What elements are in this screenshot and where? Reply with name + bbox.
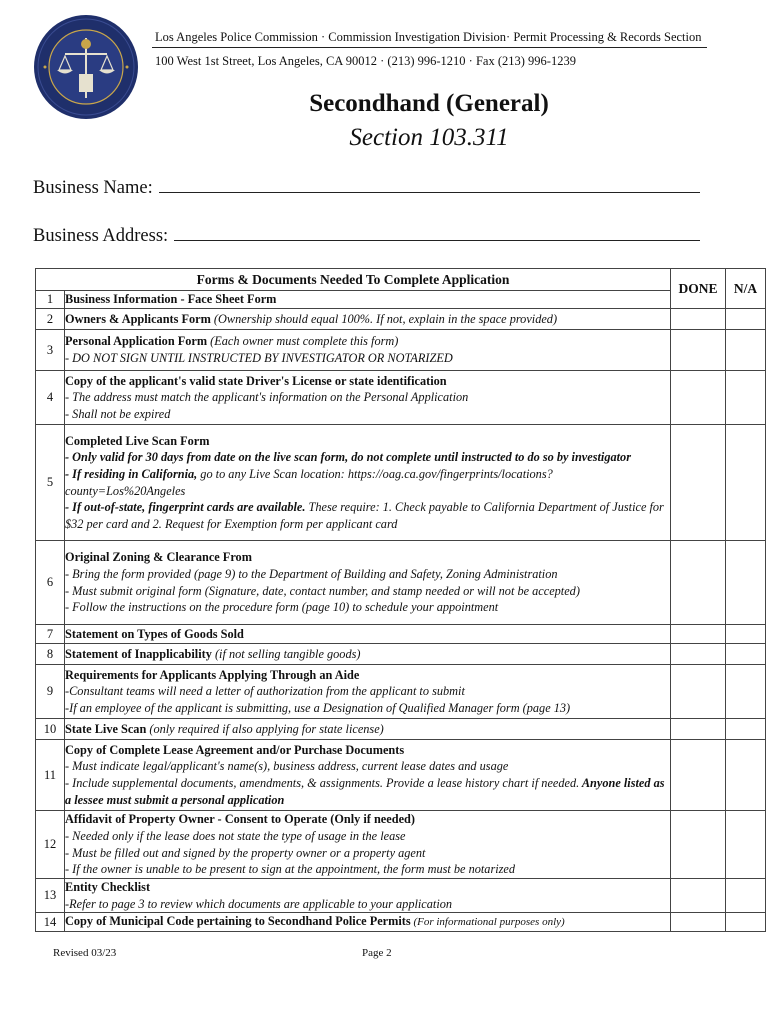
row-detail: -Consultant teams will need a letter of authorization from the applicant to submit: [65, 684, 465, 699]
row-description: [65, 719, 671, 740]
done-checkbox[interactable]: [671, 811, 726, 879]
row-description: [65, 291, 671, 309]
row-number: 14: [36, 913, 65, 932]
row-title: Copy of the applicant's valid state Driver's License or state identification: [65, 373, 447, 388]
row-title: Statement of Inapplicability: [65, 646, 212, 661]
row-detail: - Follow the instructions on the procedure form (page 10) to schedule your appointment: [65, 600, 499, 615]
row-title: Completed Live Scan Form: [65, 433, 210, 448]
row-title: Original Zoning & Clearance From: [65, 550, 252, 565]
na-checkbox[interactable]: [726, 811, 766, 879]
row-note: (For informational purposes only): [410, 916, 565, 929]
row-detail: -Refer to page 3 to review which documents are applicable to your application: [65, 896, 453, 911]
row-detail: - Must indicate legal/applicant's name(s), business address, current lease dates and usage: [65, 759, 509, 774]
row-number: 12: [36, 811, 65, 879]
table-row: [36, 811, 766, 879]
done-checkbox[interactable]: [671, 719, 726, 740]
na-checkbox[interactable]: [726, 541, 766, 625]
na-checkbox[interactable]: [726, 719, 766, 740]
row-description: [65, 913, 671, 932]
done-checkbox[interactable]: [671, 371, 726, 425]
na-checkbox[interactable]: [726, 425, 766, 541]
table-row: [36, 879, 766, 913]
done-checkbox[interactable]: [671, 665, 726, 719]
table-row: [36, 371, 766, 425]
row-description: [65, 644, 671, 665]
row-number: 9: [36, 665, 65, 719]
row-detail: -If an employee of the applicant is submitting, use a Designation of Qualified Manager form (page 13): [65, 700, 571, 715]
document-title: Secondhand (General): [309, 90, 549, 117]
row-description: [65, 811, 671, 879]
row-description: [65, 330, 671, 371]
page-number: Page 2: [362, 947, 392, 959]
done-checkbox[interactable]: [671, 425, 726, 541]
business-address-blank[interactable]: [174, 226, 700, 241]
table-row: [36, 625, 766, 644]
document-subtitle: Section 103.311: [349, 124, 509, 151]
row-number: 13: [36, 879, 65, 913]
row-detail: - Include supplemental documents, amendments, & assignments. Provide a lease history chart if needed.: [65, 776, 580, 790]
row-title: Personal Application Form: [65, 334, 208, 349]
business-name-blank[interactable]: [159, 178, 700, 193]
row-description: [65, 425, 671, 541]
business-name-field: [33, 178, 700, 199]
row-description: [65, 541, 671, 625]
na-checkbox[interactable]: [726, 879, 766, 913]
row-detail: These require: 1. Check payable to California Department of Justice for $32 per card and 2. Request for Exemption form per applicant card: [65, 500, 664, 531]
table-row: [36, 913, 766, 932]
row-number: 1: [36, 291, 65, 309]
row-title: Statement on Types of Goods Sold: [65, 626, 244, 641]
table-row: [36, 291, 766, 309]
business-address-field: [33, 226, 700, 247]
row-detail: - Needed only if the lease does not state the type of usage in the lease: [65, 828, 406, 843]
na-checkbox[interactable]: [726, 371, 766, 425]
table-row: [36, 665, 766, 719]
na-checkbox[interactable]: [726, 309, 766, 330]
done-checkbox[interactable]: [671, 541, 726, 625]
row-note: (only required if also applying for state license): [146, 721, 384, 736]
row-detail: - Must be filled out and signed by the property owner or a property agent: [65, 845, 426, 860]
table-row: [36, 740, 766, 811]
row-number: 5: [36, 425, 65, 541]
row-title: Affidavit of Property Owner - Consent to Operate (Only if needed): [65, 812, 415, 827]
row-number: 3: [36, 330, 65, 371]
row-title: Entity Checklist: [65, 880, 151, 894]
table-row: [36, 425, 766, 541]
row-detail: - Bring the form provided (page 9) to the Department of Building and Safety, Zoning Administration: [65, 566, 558, 581]
na-checkbox[interactable]: [726, 740, 766, 811]
row-number: 10: [36, 719, 65, 740]
row-title: Copy of Municipal Code pertaining to Secondhand Police Permits: [65, 914, 411, 929]
row-detail-emphasis: - If out-of-state, fingerprint cards are available.: [65, 500, 306, 515]
row-number: 7: [36, 625, 65, 644]
row-description: [65, 625, 671, 644]
row-title: Copy of Complete Lease Agreement and/or Purchase Documents: [65, 742, 405, 757]
na-checkbox[interactable]: [726, 665, 766, 719]
header-divider: [152, 47, 707, 48]
row-title: Owners & Applicants Form: [65, 311, 211, 326]
row-detail: - Only valid for 30 days from date on the live scan form, do not complete until instructed to do so by investigator: [65, 450, 631, 465]
table-row: [36, 541, 766, 625]
done-column-header: DONE: [671, 269, 726, 309]
row-description: [65, 665, 671, 719]
row-title: State Live Scan: [65, 721, 147, 736]
na-checkbox[interactable]: [726, 913, 766, 932]
row-detail: - DO NOT SIGN UNTIL INSTRUCTED BY INVESTIGATOR OR NOTARIZED: [65, 351, 453, 365]
business-name-label: Business Name:: [33, 178, 153, 198]
na-checkbox[interactable]: [726, 625, 766, 644]
table-header-title: Forms & Documents Needed To Complete Application: [36, 269, 671, 291]
table-row: [36, 719, 766, 740]
row-number: 11: [36, 740, 65, 811]
row-number: 8: [36, 644, 65, 665]
row-title: Requirements for Applicants Applying Through an Aide: [65, 667, 360, 682]
row-detail: go to any Live Scan location: https://oag.ca.gov/fingerprints/locations?county=Los%20Angeles: [65, 466, 553, 498]
row-description: [65, 740, 671, 811]
row-note: (Ownership should equal 100%. If not, explain in the space provided): [210, 311, 558, 326]
na-column-header: N/A: [726, 269, 766, 309]
done-checkbox[interactable]: [671, 879, 726, 913]
row-detail: - Must submit original form (Signature, date, contact number, and stamp needed or will not be accepted): [65, 583, 580, 598]
row-detail: - The address must match the applicant's information on the Personal Application: [65, 390, 469, 405]
header-address-line: 100 West 1st Street, Los Angeles, CA 90012 · (213) 996-1210 · Fax (213) 996-1239: [155, 54, 576, 68]
row-description: [65, 309, 671, 330]
na-checkbox[interactable]: [726, 644, 766, 665]
row-title: Business Information - Face Sheet Form: [65, 292, 277, 307]
business-address-label: Business Address:: [33, 226, 169, 246]
row-detail: - Shall not be expired: [65, 406, 171, 421]
header-agency-line: Los Angeles Police Commission · Commission Investigation Division· Permit Processing & Records Section: [155, 30, 702, 44]
done-checkbox[interactable]: [671, 309, 726, 330]
done-checkbox[interactable]: [671, 740, 726, 811]
table-header-row: [36, 269, 766, 291]
revision-note: Revised 03/23: [53, 947, 117, 959]
row-description: [65, 879, 671, 913]
row-detail-emphasis: - If residing in California,: [65, 466, 198, 481]
requirements-table: [35, 268, 766, 932]
done-checkbox[interactable]: [671, 913, 726, 932]
table-row: [36, 330, 766, 371]
done-checkbox[interactable]: [671, 644, 726, 665]
table-row: [36, 644, 766, 665]
row-number: 6: [36, 541, 65, 625]
row-number: 2: [36, 309, 65, 330]
row-number: 4: [36, 371, 65, 425]
row-note: (Each owner must complete this form): [207, 334, 399, 349]
row-detail-emphasis: Anyone listed as a lessee must submit a personal application: [65, 776, 665, 807]
done-checkbox[interactable]: [671, 330, 726, 371]
row-detail: - If the owner is unable to be present to sign at the appointment, the form must be notarized: [65, 862, 516, 877]
row-description: [65, 371, 671, 425]
row-note: (if not selling tangible goods): [211, 646, 361, 661]
done-checkbox[interactable]: [671, 625, 726, 644]
table-row: [36, 309, 766, 330]
na-checkbox[interactable]: [726, 330, 766, 371]
